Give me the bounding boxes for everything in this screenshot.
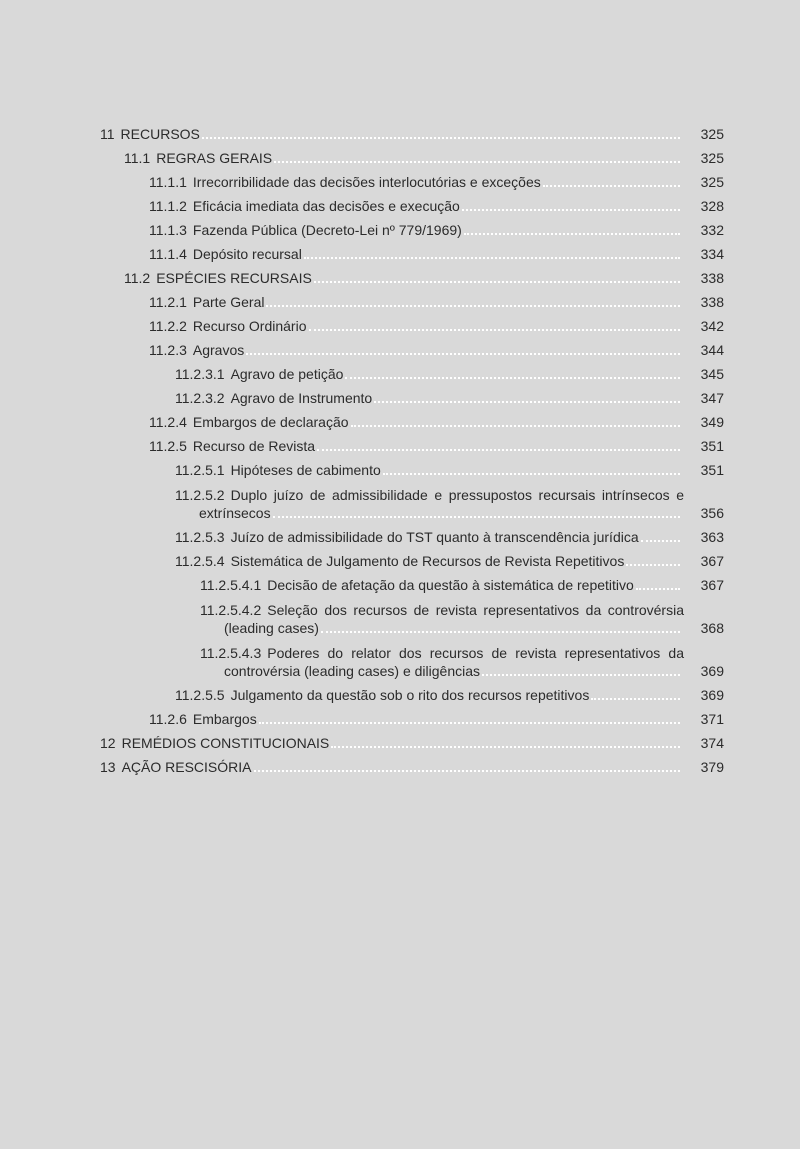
toc-entry-page: 369 [700,663,724,679]
toc-entry-text: AÇÃO RESCISÓRIA [121,759,252,775]
toc-entry-text: Depósito recursal [192,246,302,262]
toc-entry[interactable] [100,264,724,288]
toc-entry-page: 367 [700,577,724,593]
toc-entry[interactable] [100,456,724,480]
dot-leader [304,257,680,259]
dot-leader [259,722,680,724]
toc-entry-title [149,245,684,263]
toc-entry-number: 11.2.5 [149,438,187,454]
toc-entry[interactable] [100,432,724,456]
toc-entry-text: Embargos [192,711,257,727]
toc-entry-number: 11.2.4 [149,414,187,430]
toc-entry-text: Sistemática de Julgamento de Recursos de Revista Repetitivos [230,553,625,569]
toc-entry-title [200,601,684,637]
toc-entry-number: 11.1.1 [149,174,187,190]
toc-entry-number: 11.2.1 [149,294,187,310]
toc-entry-text: Recurso Ordinário [192,318,307,334]
dot-leader [636,588,680,590]
toc-entry[interactable] [100,547,724,571]
toc-entry-number: 11.2.6 [149,711,187,727]
toc-entry-page: 325 [700,126,724,142]
toc-entry-text: Fazenda Pública (Decreto-Lei nº 779/1969) [192,222,462,238]
toc-entry-page: 369 [700,687,724,703]
dot-leader [626,564,680,566]
toc-entry-number: 11.2.5.3 [175,529,225,545]
toc-entry-title [149,197,684,215]
toc-entry[interactable] [100,240,724,264]
toc-entry[interactable] [100,336,724,360]
toc-entry-number: 11.1.3 [149,222,187,238]
toc-entry-text: REMÉDIOS CONSTITUCIONAIS [121,735,330,751]
toc-entry-text: Agravo de petição [230,366,344,382]
toc-entry[interactable] [100,120,724,144]
toc-entry-text: Decisão de afetação da questão à sistemática de repetitivo [267,577,634,593]
toc-entry-title [100,125,684,143]
toc-entry-title [149,341,684,359]
toc-entry-title [124,149,684,167]
toc-entry-page: 345 [700,366,724,382]
toc-entry-number: 11.2.3.2 [175,390,225,406]
toc-entry-page: 338 [700,270,724,286]
toc-entry[interactable] [100,705,724,729]
toc-entry-number: 11.2.5.4.1 [200,577,262,593]
dot-leader [464,233,680,235]
toc-entry-title [175,389,684,407]
toc-entry-page: 374 [700,735,724,751]
dot-leader [482,674,680,676]
toc-entry-title [149,317,684,335]
dot-leader [591,698,680,700]
toc-entry-title [149,710,684,728]
dot-leader [641,540,680,542]
dot-leader [246,353,680,355]
toc-entry-page: 351 [700,438,724,454]
toc-entry-text: Parte Geral [192,294,265,310]
toc-entry-number: 12 [100,735,116,751]
table-of-contents [100,120,724,777]
toc-entry-number: 11.1 [124,150,151,166]
dot-leader [345,377,680,379]
toc-entry-page: 344 [700,342,724,358]
toc-entry[interactable] [100,288,724,312]
toc-entry-number: 11.2.5.1 [175,462,225,478]
dot-leader [314,281,680,283]
toc-entry-text-continued: (leading cases) [224,620,319,636]
toc-entry-title [200,576,684,594]
toc-entry-title [100,758,684,776]
dot-leader [383,473,680,475]
toc-entry-number: 11.1.2 [149,198,187,214]
toc-entry-page: 334 [700,246,724,262]
toc-entry-page: 338 [700,294,724,310]
toc-entry-text: Recurso de Revista [192,438,316,454]
toc-entry-title [149,173,684,191]
toc-entry[interactable] [100,595,724,638]
toc-entry-page: 347 [700,390,724,406]
toc-entry-title [175,686,684,704]
toc-entry[interactable] [100,384,724,408]
toc-entry-text: Agravo de Instrumento [230,390,373,406]
toc-entry-text: Hipóteses de cabimento [230,462,381,478]
toc-entry-number: 11.2.5.2 [175,487,225,503]
toc-entry-text: Eficácia imediata das decisões e execução [192,198,460,214]
dot-leader [374,401,680,403]
toc-entry-number: 11.2.5.5 [175,687,225,703]
toc-entry[interactable] [100,571,724,595]
dot-leader [351,425,680,427]
toc-entry-title [149,413,684,431]
toc-entry[interactable] [100,480,724,523]
toc-entry-page: 328 [700,198,724,214]
toc-entry[interactable] [100,729,724,753]
dot-leader [274,161,680,163]
toc-entry-title [175,461,684,479]
toc-entry[interactable] [100,192,724,216]
toc-entry[interactable] [100,753,724,777]
toc-entry-page: 325 [700,150,724,166]
dot-leader [321,631,680,633]
toc-entry-title [149,293,684,311]
toc-entry[interactable] [100,168,724,192]
toc-entry-page: 356 [700,505,724,521]
toc-entry[interactable] [100,312,724,336]
toc-entry-title [175,486,684,522]
dot-leader [462,209,680,211]
toc-entry[interactable] [100,681,724,705]
toc-entry-number: 13 [100,759,116,775]
dot-leader [202,137,680,139]
dot-leader [254,770,681,772]
toc-entry-text: RECURSOS [120,126,200,142]
toc-entry-text-continued: extrínsecos [199,505,271,521]
toc-entry-page: 371 [700,711,724,727]
toc-entry-text: Duplo juízo de admissibilidade e pressupostos recursais intrínsecos e [230,487,684,503]
toc-entry-title [175,365,684,383]
toc-entry-page: 363 [700,529,724,545]
dot-leader [273,516,680,518]
toc-entry[interactable] [100,638,724,681]
toc-entry-page: 342 [700,318,724,334]
toc-entry-number: 11.2.5.4.3 [200,645,262,661]
toc-entry-text: Irrecorribilidade das decisões interlocutórias e exceções [192,174,541,190]
toc-entry-number: 11.2.2 [149,318,187,334]
toc-entry-title [124,269,684,287]
toc-entry-text: Seleção dos recursos de revista representativos da controvérsia [267,602,684,618]
toc-entry[interactable] [100,523,724,547]
toc-entry-title [149,221,684,239]
toc-entry-page: 332 [700,222,724,238]
toc-entry-title [175,552,684,570]
toc-entry-page: 367 [700,553,724,569]
toc-entry-number: 11.2.5.4 [175,553,225,569]
toc-entry-text: Agravos [192,342,245,358]
toc-entry-number: 11.2 [124,270,151,286]
toc-entry-page: 351 [700,462,724,478]
toc-entry-number: 11.2.5.4.2 [200,602,262,618]
toc-entry-number: 11.1.4 [149,246,187,262]
toc-entry-text: Embargos de declaração [192,414,349,430]
dot-leader [309,329,681,331]
toc-entry[interactable] [100,360,724,384]
toc-entry-text-continued: controvérsia (leading cases) e diligências [224,663,481,679]
toc-entry-number: 11.2.3 [149,342,187,358]
toc-entry-number: 11.2.3.1 [175,366,225,382]
dot-leader [266,305,680,307]
toc-entry-text: Julgamento da questão sob o rito dos recursos repetitivos [230,687,590,703]
toc-entry[interactable] [100,408,724,432]
toc-entry-page: 349 [700,414,724,430]
toc-entry[interactable] [100,216,724,240]
toc-entry-text: Poderes do relator dos recursos de revista representativos da [267,645,684,661]
toc-entry-number: 11 [100,126,115,142]
toc-entry-text: ESPÉCIES RECURSAIS [156,270,312,286]
toc-entry-page: 379 [700,759,724,775]
dot-leader [331,746,680,748]
toc-entry-title [200,644,684,680]
toc-entry-page: 368 [700,620,724,636]
dot-leader [543,185,680,187]
dot-leader [317,449,680,451]
toc-entry-title [175,528,684,546]
toc-entry-text: REGRAS GERAIS [156,150,273,166]
toc-entry-title [100,734,684,752]
toc-entry[interactable] [100,144,724,168]
toc-entry-page: 325 [700,174,724,190]
toc-entry-text: Juízo de admissibilidade do TST quanto à transcendência jurídica [230,529,639,545]
toc-entry-title [149,437,684,455]
